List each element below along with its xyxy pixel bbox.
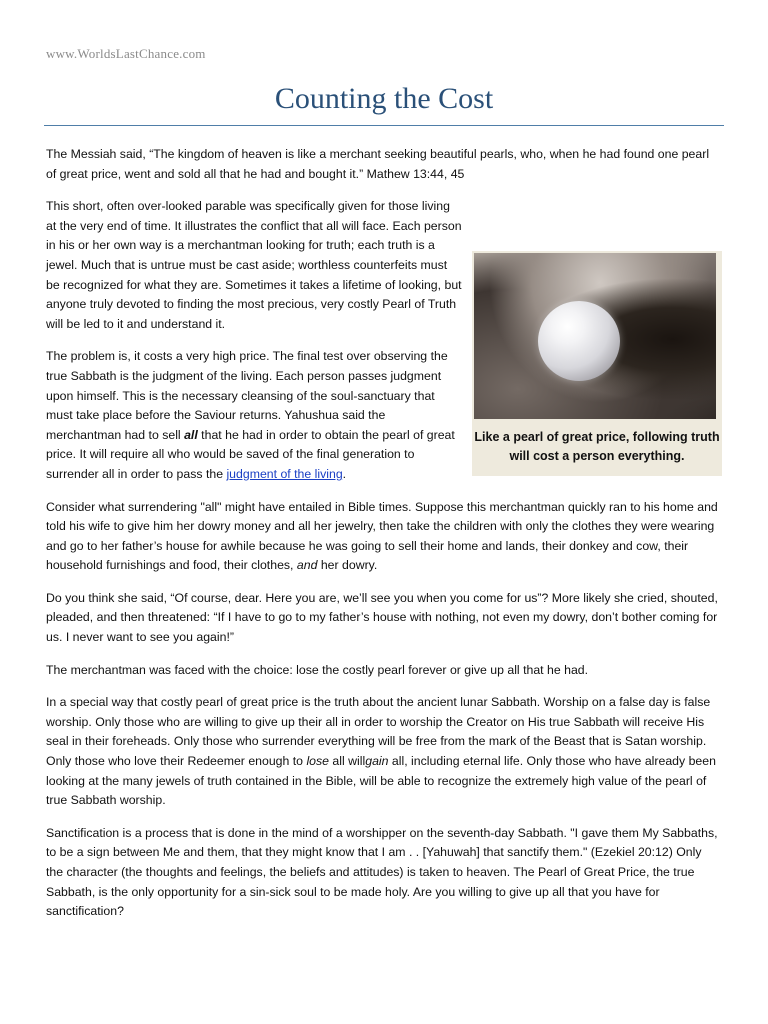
paragraph-7-text-a: In a special way that costly pearl of great price is the truth about the ancient lunar Sabbath. Worship on a false day is false worship. Only those who are willing to give up their all in order to worship the Creator on His true Sabbath will receive His seal in their foreheads. Only those who surrender everything will be free from the mark of the Beast that is Satan worship. Only those who love their Redeemer enough to	[46, 695, 711, 769]
paragraph-4-text-b: her dowry.	[317, 558, 378, 573]
paragraph-1: The Messiah said, “The kingdom of heaven is like a merchant seeking beautiful pearls, who, when he had found one pearl of great price, went and sold all that he had and bought it.” Mathew 13:44, 45	[46, 147, 710, 181]
pearl-icon	[538, 301, 620, 381]
emphasis-lose: lose	[306, 754, 330, 769]
emphasis-and: and	[296, 558, 318, 573]
paragraph-3-end: .	[342, 466, 347, 481]
paragraph-2: This short, often over-looked parable was specifically given for those living at the very end of time. It illustrates the conflict that all will face. Each person in his or her own way is a merchantman looking for truth; each truth is a jewel. Much that is untrue must be cast aside; worthless counterfeits must be recognized for what they are. Sometimes it takes a lifetime of looking, but anyone truly devoted to finding the most precious, very costly Pearl of Truth will be led to it and understand it.	[46, 199, 462, 331]
paragraph-6: The merchantman was faced with the choice: lose the costly pearl forever or give up all that he had.	[46, 662, 589, 677]
title-divider	[44, 125, 724, 126]
site-url: www.WorldsLastChance.com	[46, 46, 206, 61]
judgment-of-the-living-link[interactable]: judgment of the living	[226, 466, 343, 481]
paragraph-3-text-a: The problem is, it costs a very high price. The final test over observing the true Sabbath is the judgment of the living. Each person passes judgment upon himself. This is the necessary cleansing of the soul-sanctuary that must take place before the Saviour returns. Yahushua said the merchantman had to sell	[46, 349, 448, 442]
pearl-figure	[472, 251, 722, 476]
paragraph-7	[46, 693, 722, 811]
paragraph-4	[46, 498, 722, 576]
paragraph-5: Do you think she said, “Of course, dear. Here you are, we’ll see you when you come for us”? More likely she cried, shouted, pleaded, and then threatened: “If I have to go to my father’s house with nothing, not even my dowry, don’t bother coming for us. I never want to see you again!”	[46, 590, 718, 645]
paragraph-7-text-c: all, including eternal life. Only those who have already been looking at the many jewels of truth contained in the Bible, will be able to recognize the extremely high value of the pearl of true Sabbath worship.	[46, 754, 716, 808]
pearl-in-oyster-image	[474, 253, 716, 419]
emphasis-all: all	[184, 427, 198, 442]
emphasis-gain: gain	[365, 754, 389, 769]
article-body	[46, 145, 722, 935]
page-title: Counting the Cost	[274, 82, 494, 115]
paragraph-8: Sanctification is a process that is done in the mind of a worshipper on the seventh-day Sabbath. "I gave them My Sabbaths, to be a sign between Me and them, that they might know that I am . . [Yahuwah] that sanctify them." (Ezekiel 20:12) Only the character (the thoughts and feelings, the beliefs and attitudes) is taken to heaven. The Pearl of Great Price, the true Sabbath, is the only opportunity for a sin-sick soul to be made holy. Are you willing to give up all that you have for sanctification?	[46, 825, 718, 919]
figure-caption: Like a pearl of great price, following truth will cost a person everything.	[474, 430, 720, 464]
paragraph-7-text-b: all will	[329, 754, 366, 769]
paragraph-4-text-a: Consider what surrendering "all" might have entailed in Bible times. Suppose this merchantman quickly ran to his home and told his wife to give him her dowry money and all her jewelry, then take the children with only the clothes they were wearing and go to her father’s house for awhile because he was going to sell their home and lands, their donkey and cow, their household furnishings and food, their clothes,	[46, 499, 718, 573]
paragraph-3-text-b: that he had in order to obtain the pearl of great price. It will require all who would be saved of the final generation to surrender all in order to pass the	[46, 427, 455, 481]
